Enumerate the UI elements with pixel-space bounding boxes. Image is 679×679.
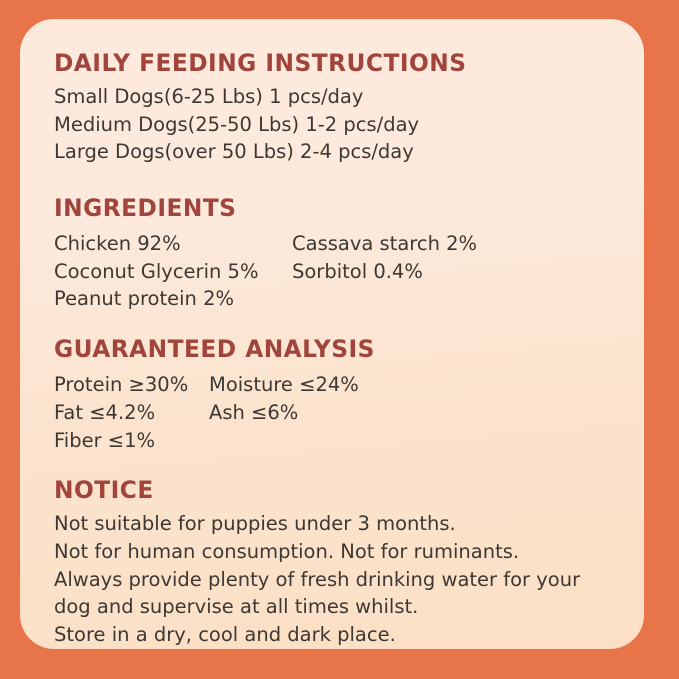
spacer-feeding-ingredients	[54, 166, 610, 194]
spacer-ingredients-analysis	[54, 313, 610, 335]
ingredient-cassava-starch: Cassava starch 2%	[292, 232, 478, 256]
pet-food-label-card	[20, 19, 644, 649]
analysis-fiber: Fiber ≤1%	[54, 428, 156, 452]
section-heading-notice: NOTICE	[54, 476, 154, 505]
ingredient-chicken: Chicken 92%	[54, 232, 181, 256]
section-notice	[54, 476, 610, 648]
section-ingredients	[54, 194, 610, 313]
section-heading-ingredients: INGREDIENTS	[54, 194, 237, 223]
feeding-line-small-dogs: Small Dogs(6-25 Lbs) 1 pcs/day	[54, 85, 364, 108]
feeding-line-medium-dogs: Medium Dogs(25-50 Lbs) 1-2 pcs/day	[54, 112, 420, 136]
notice-line-storage: Store in a dry, cool and dark place.	[54, 622, 396, 646]
notice-line-puppies: Not suitable for puppies under 3 months.	[54, 512, 456, 536]
section-guaranteed-analysis	[54, 335, 610, 454]
analysis-fat: Fat ≤4.2%	[54, 400, 156, 424]
notice-line-water-supervision: Always provide plenty of fresh drinking water for your dog and supervise at all times whilst.	[54, 567, 581, 619]
ingredient-sorbitol: Sorbitol 0.4%	[292, 259, 423, 283]
notice-line-human-consumption: Not for human consumption. Not for ruminants.	[54, 539, 520, 563]
section-heading-guaranteed-analysis: GUARANTEED ANALYSIS	[54, 335, 375, 364]
analysis-ash: Ash ≤6%	[209, 400, 299, 424]
analysis-protein: Protein ≥30%	[54, 373, 189, 397]
ingredients-grid	[54, 230, 610, 313]
section-daily-feeding-instructions	[54, 49, 610, 166]
section-heading-feeding: DAILY FEEDING INSTRUCTIONS	[54, 49, 467, 77]
analysis-moisture: Moisture ≤24%	[209, 373, 359, 397]
spacer-analysis-notice	[54, 454, 610, 476]
ingredient-coconut-glycerin: Coconut Glycerin 5%	[54, 259, 259, 283]
feeding-line-large-dogs: Large Dogs(over 50 Lbs) 2-4 pcs/day	[54, 140, 414, 164]
guaranteed-analysis-grid	[54, 371, 610, 454]
ingredient-peanut-protein: Peanut protein 2%	[54, 287, 235, 311]
